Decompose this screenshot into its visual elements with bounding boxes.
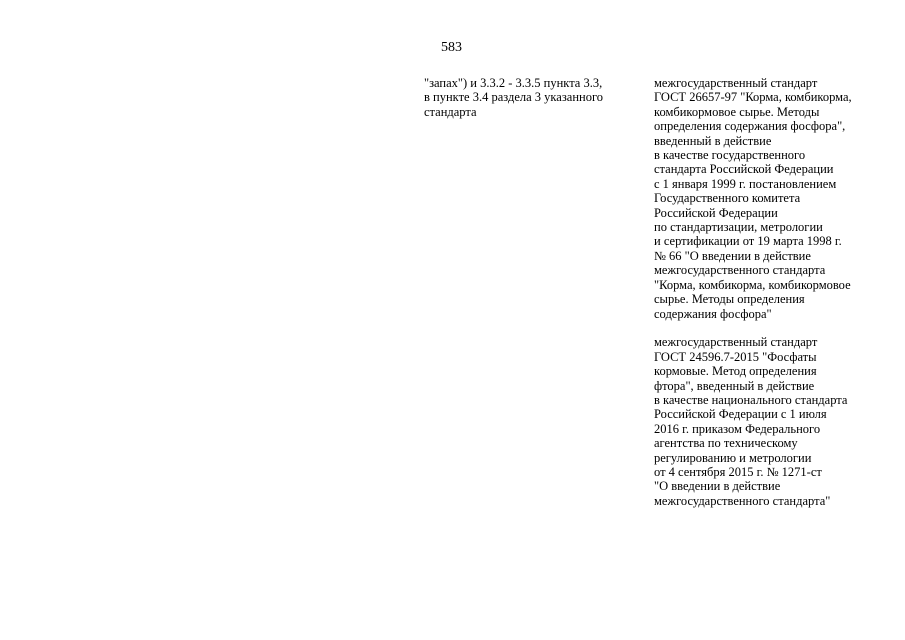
entry-line: "О введении в действие (654, 479, 781, 494)
entry-line: межгосударственного стандарта (654, 263, 826, 278)
entry-line: определения содержания фосфора", (654, 119, 846, 134)
entry-line: в качестве государственного (654, 148, 806, 163)
left-column-line: "запах") и 3.3.2 - 3.3.5 пункта 3.3, (424, 76, 603, 90)
entry-line: с 1 января 1999 г. постановлением (654, 176, 837, 191)
entry-line: ГОСТ 26657-97 "Корма, комбикорма, (654, 90, 852, 105)
entry-line: "Корма, комбикорма, комбикормовое (654, 277, 851, 292)
entry-line: Государственного комитета (654, 191, 801, 206)
standard-entry-gost-26657-97 (654, 76, 899, 321)
entry-line: межгосударственный стандарт (654, 335, 818, 350)
right-column (654, 76, 899, 508)
entry-line: от 4 сентября 2015 г. № 1271-ст (654, 464, 822, 479)
entry-line: № 66 "О введении в действие (654, 248, 811, 263)
entry-line: фтора", введенный в действие (654, 378, 815, 393)
standard-entry-gost-24596-7-2015 (654, 335, 899, 508)
entry-line: содержания фосфора" (654, 306, 772, 321)
page-number: 583 (441, 40, 462, 55)
entry-line: межгосударственного стандарта" (654, 493, 831, 508)
entry-line: по стандартизации, метрологии (654, 220, 823, 235)
entry-line: Российской Федерации (654, 205, 778, 220)
entry-line: Российской Федерации с 1 июля (654, 407, 827, 422)
entry-line: и сертификации от 19 марта 1998 г. (654, 234, 842, 249)
entry-line: введенный в действие (654, 133, 772, 148)
entry-line: стандарта Российской Федерации (654, 162, 834, 177)
entry-line: комбикормовое сырье. Методы (654, 104, 820, 119)
entry-line: ГОСТ 24596.7-2015 "Фосфаты (654, 349, 817, 364)
entry-line: в качестве национального стандарта (654, 392, 848, 407)
left-column (424, 76, 634, 119)
entry-line: сырье. Методы определения (654, 292, 805, 307)
entry-line: кормовые. Метод определения (654, 364, 817, 379)
entry-line: регулированию и метрологии (654, 450, 812, 465)
left-column-line: стандарта (424, 104, 477, 119)
entry-line: 2016 г. приказом Федерального (654, 421, 821, 436)
entry-line: межгосударственный стандарт (654, 76, 818, 90)
left-column-line: в пункте 3.4 раздела 3 указанного (424, 90, 604, 105)
entry-line: агентства по техническому (654, 436, 798, 451)
